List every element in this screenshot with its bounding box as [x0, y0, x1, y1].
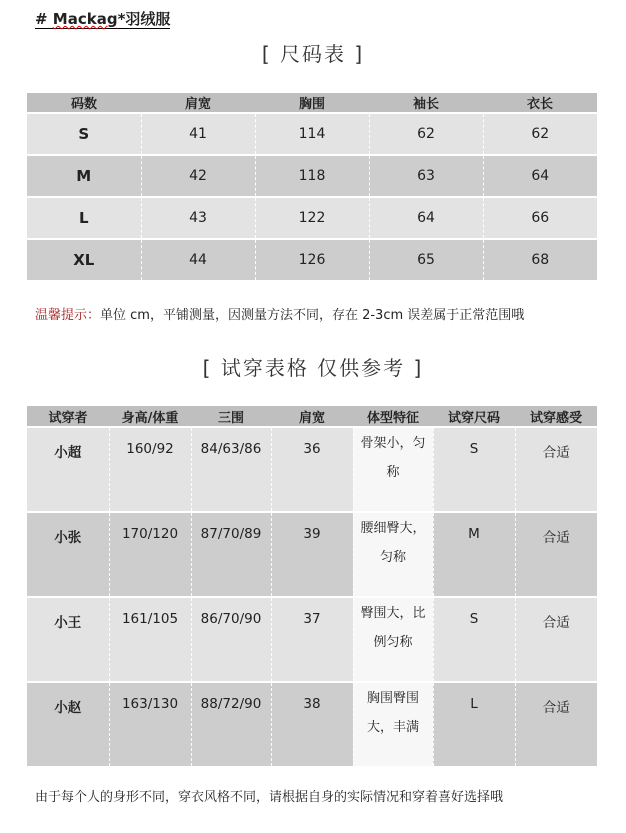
table-cell: 114: [255, 113, 369, 155]
body-type-cell: [353, 512, 433, 597]
table-row: [27, 682, 597, 766]
table-row: [27, 239, 597, 280]
table-cell: 36: [271, 427, 353, 512]
title-suffix: *羽绒服: [117, 10, 171, 28]
table-cell: 66: [483, 197, 597, 239]
tip-label: 温馨提示：: [35, 308, 101, 323]
table-cell: 42: [141, 155, 255, 197]
size-cell: L: [27, 197, 141, 239]
brand-name: Mackag: [52, 10, 118, 28]
table-cell: 合适: [515, 427, 597, 512]
table-cell: 37: [271, 597, 353, 682]
size-cell: M: [27, 155, 141, 197]
tester-name: 小赵: [27, 682, 109, 766]
table-cell: 合适: [515, 512, 597, 597]
table-row: [27, 113, 597, 155]
col-header: 试穿尺码: [433, 406, 515, 427]
title-prefix: #: [35, 10, 53, 28]
table-cell: 43: [141, 197, 255, 239]
table-cell: 63: [369, 155, 483, 197]
table-cell: 161/105: [109, 597, 191, 682]
col-header: 码数: [27, 93, 141, 113]
table-cell: L: [433, 682, 515, 766]
tip-text: 单位 cm，平铺测量，因测量方法不同，存在 2-3cm 误差属于正常范围哦: [100, 308, 525, 323]
body-type-cell: [353, 682, 433, 766]
table-cell: 87/70/89: [191, 512, 271, 597]
body-type-text: 骨架小，匀称: [360, 436, 426, 480]
col-header: 袖长: [369, 93, 483, 113]
table-cell: 44: [141, 239, 255, 280]
table-row: [27, 512, 597, 597]
table-cell: 170/120: [109, 512, 191, 597]
table-cell: 合适: [515, 682, 597, 766]
body-type-cell: [353, 427, 433, 512]
table-cell: 41: [141, 113, 255, 155]
col-header: 胸围: [255, 93, 369, 113]
col-header: 身高/体重: [109, 406, 191, 427]
measurement-tip: [35, 304, 524, 323]
table-cell: 65: [369, 239, 483, 280]
footer-note: 由于每个人的身形不同，穿衣风格不同，请根据自身的实际情况和穿着喜好选择哦: [35, 790, 504, 805]
table-cell: 合适: [515, 597, 597, 682]
table-cell: 88/72/90: [191, 682, 271, 766]
body-type-cell: [353, 597, 433, 682]
fit-table: [27, 406, 597, 766]
col-header: 肩宽: [141, 93, 255, 113]
tester-name: 小张: [27, 512, 109, 597]
table-cell: 68: [483, 239, 597, 280]
table-cell: 118: [255, 155, 369, 197]
table-cell: S: [433, 427, 515, 512]
size-cell: S: [27, 113, 141, 155]
fit-table-header: [27, 406, 597, 427]
table-cell: 39: [271, 512, 353, 597]
tester-name: 小王: [27, 597, 109, 682]
table-row: [27, 427, 597, 512]
size-chart-title: [ 尺码表 ]: [261, 42, 365, 66]
table-cell: 160/92: [109, 427, 191, 512]
table-cell: 38: [271, 682, 353, 766]
table-cell: 62: [369, 113, 483, 155]
body-type-text: 臀围大，比例匀称: [360, 606, 426, 650]
table-row: [27, 155, 597, 197]
table-cell: 86/70/90: [191, 597, 271, 682]
table-cell: 122: [255, 197, 369, 239]
table-row: [27, 597, 597, 682]
size-cell: XL: [27, 239, 141, 280]
body-type-text: 腰细臀大，匀称: [360, 521, 426, 565]
table-cell: 163/130: [109, 682, 191, 766]
table-cell: M: [433, 512, 515, 597]
table-cell: 126: [255, 239, 369, 280]
table-cell: 64: [483, 155, 597, 197]
col-header: 衣长: [483, 93, 597, 113]
table-row: [27, 197, 597, 239]
col-header: 试穿感受: [515, 406, 597, 427]
body-type-text: 胸围臀围大，丰满: [366, 691, 419, 735]
tester-name: 小超: [27, 427, 109, 512]
col-header: 试穿者: [27, 406, 109, 427]
table-cell: 62: [483, 113, 597, 155]
table-cell: 64: [369, 197, 483, 239]
table-cell: 84/63/86: [191, 427, 271, 512]
size-table: [27, 93, 597, 280]
col-header: 肩宽: [271, 406, 353, 427]
table-cell: S: [433, 597, 515, 682]
fit-chart-title: [ 试穿表格 仅供参考 ]: [202, 356, 424, 380]
col-header: 三围: [191, 406, 271, 427]
col-header: 体型特征: [353, 406, 433, 427]
size-table-header: [27, 93, 597, 113]
product-title: [35, 10, 170, 29]
